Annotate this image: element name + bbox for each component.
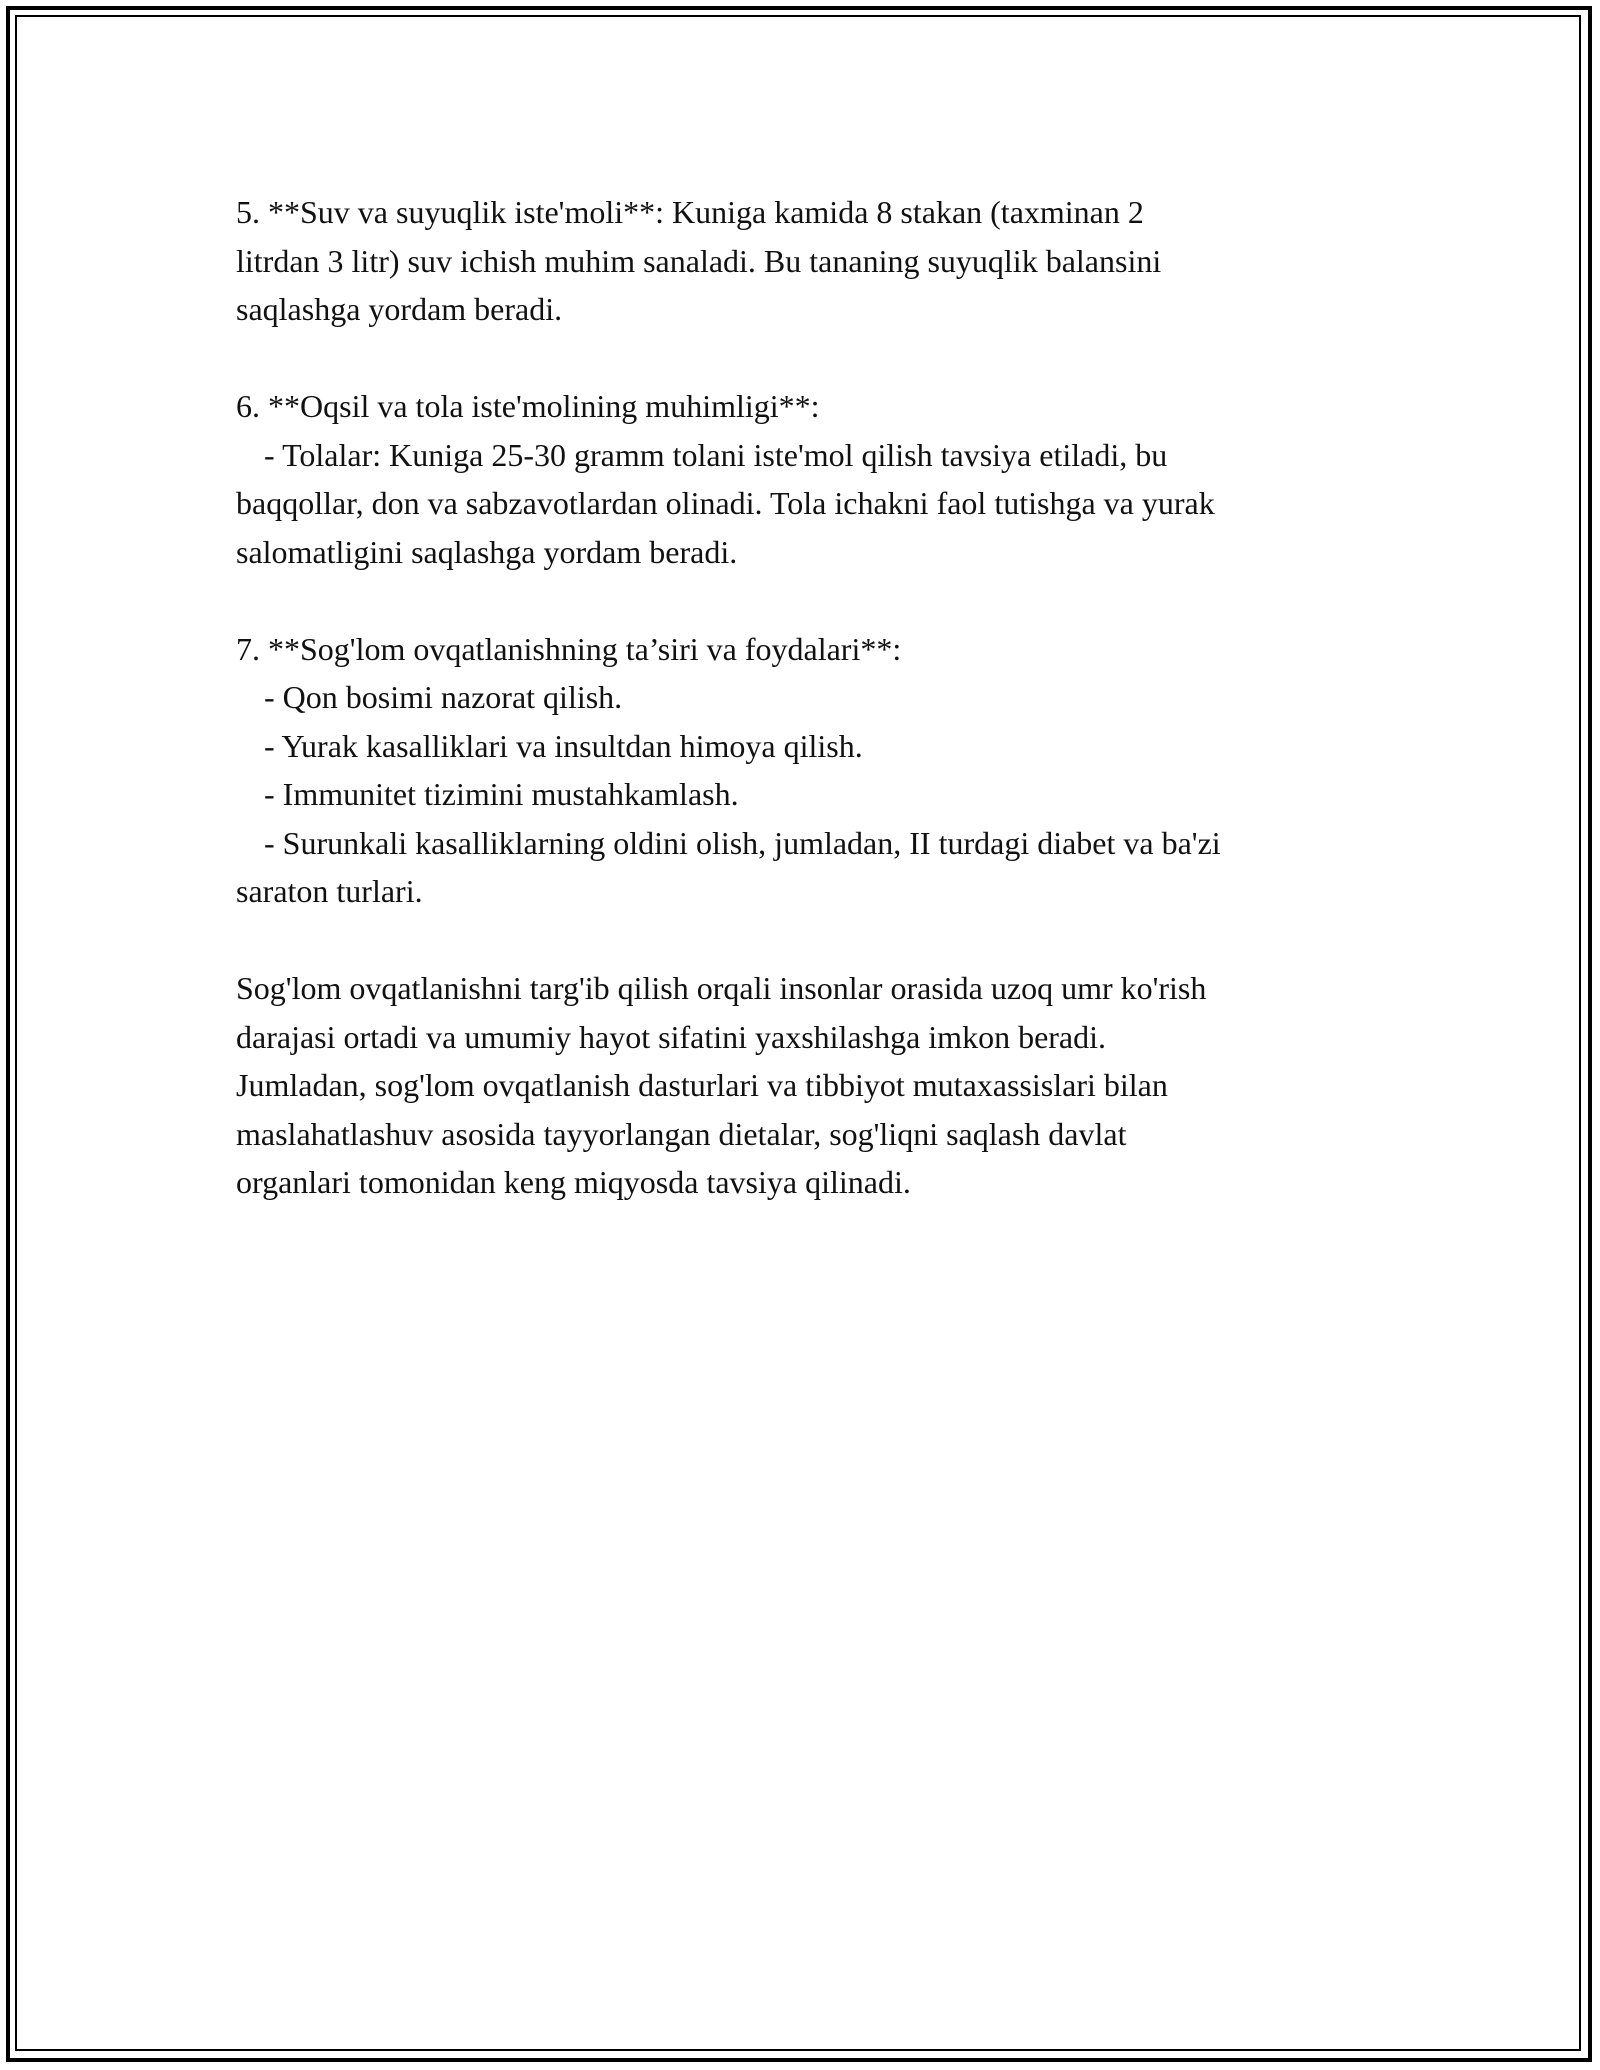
bullet-item: - Immunitet tizimini mustahkamlash. (264, 776, 739, 812)
bullet-item: - Tolalar: Kuniga 25-30 gramm tolani iste'mol qilish tavsiya etiladi, bu (264, 436, 1168, 473)
text-line: darajasi ortadi va umumiy hayot sifatini yaxshilashga imkon beradi. (236, 1018, 1107, 1055)
bullet-item: - Surunkali kasalliklarning oldini olish, jumladan, II turdagi diabet va ba'zi (264, 824, 1221, 861)
section-5-water-intake (236, 188, 1376, 334)
text-line: baqqollar, don va sabzavotlardan olinadi. Tola ichakni faol tutishga va yurak (236, 485, 1215, 521)
bullet-item: - Qon bosimi nazorat qilish. (264, 679, 623, 715)
text-line: saraton turlari. (236, 873, 423, 909)
text-line: Sog'lom ovqatlanishni targ'ib qilish orqali insonlar orasida uzoq umr ko'rish (236, 970, 1207, 1006)
text-line: litrdan 3 litr) suv ichish muhim sanaladi. Bu tananing suyuqlik balansini (236, 242, 1162, 279)
section-heading: 7. **Sog'lom ovqatlanishning ta’siri va foydalari**: (236, 630, 902, 667)
bullet-item: - Yurak kasalliklari va insultdan himoya qilish. (264, 727, 863, 764)
section-heading: 6. **Oqsil va tola iste'molining muhimligi**: (236, 388, 820, 424)
section-7-benefits (236, 625, 1376, 916)
text-line: organlari tomonidan keng miqyosda tavsiya qilinadi. (236, 1164, 911, 1200)
text-line: maslahatlashuv asosida tayyorlangan dietalar, sog'liqni saqlash davlat (236, 1115, 1127, 1152)
conclusion-paragraph (236, 964, 1376, 1207)
section-6-protein-fiber (236, 382, 1376, 576)
text-line: salomatligini saqlashga yordam beradi. (236, 533, 738, 570)
document-body (236, 188, 1376, 1255)
text-line: saqlashga yordam beradi. (236, 291, 563, 327)
text-line: 5. **Suv va suyuqlik iste'moli**: Kuniga kamida 8 stakan (taxminan 2 (236, 194, 1144, 230)
text-line: Jumladan, sog'lom ovqatlanish dasturlari va tibbiyot mutaxassislari bilan (236, 1067, 1168, 1103)
